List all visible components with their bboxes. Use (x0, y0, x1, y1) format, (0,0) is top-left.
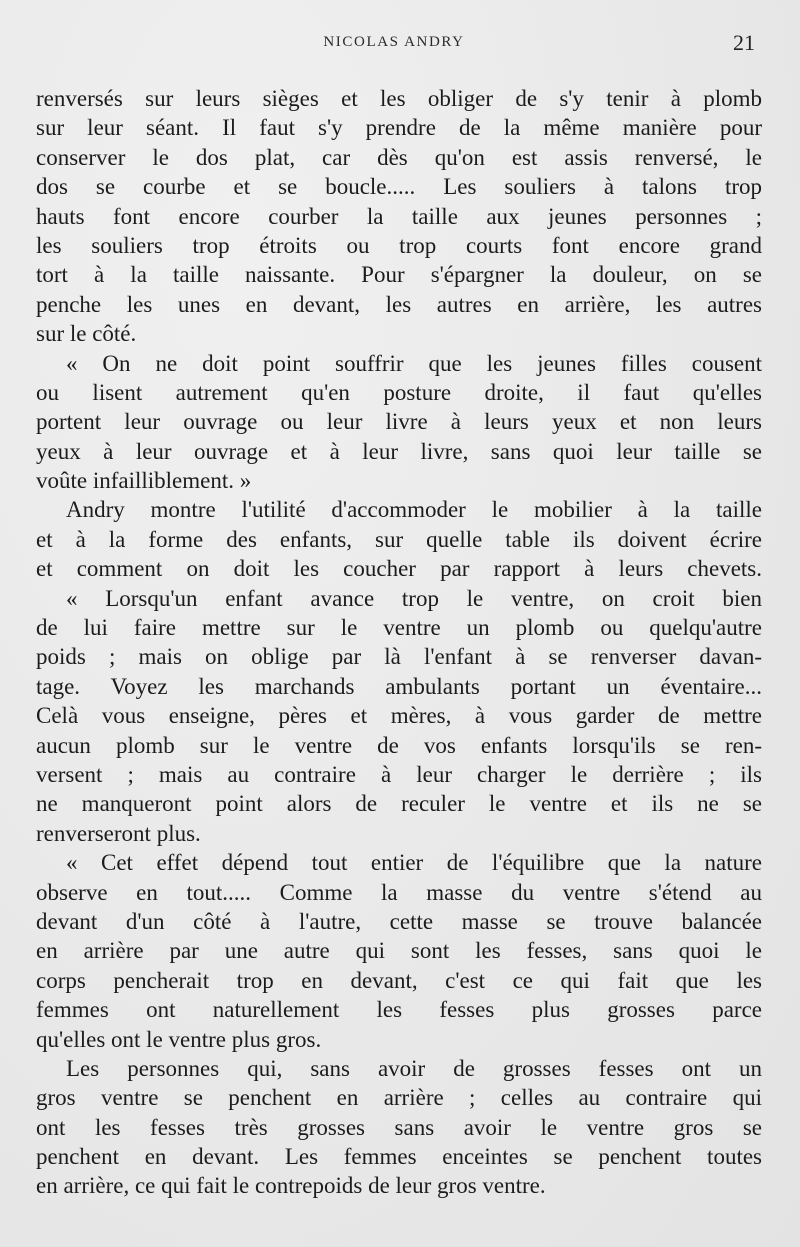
text-line: et à la forme des enfants, sur quelle table ils doivent écrire (36, 526, 762, 552)
text-line: yeux à leur ouvrage et à leur livre, sans quoi leur taille se (36, 438, 762, 464)
text-line: devant d'un côté à l'autre, cette masse se trouve balancée (36, 908, 762, 934)
text-line: « Cet effet dépend tout entier de l'équilibre que la nature (66, 850, 762, 876)
text-line: poids ; mais on oblige par là l'enfant à se renverser davan- (36, 644, 762, 670)
text-line: « Lorsqu'un enfant avance trop le ventre, on croit bien (66, 585, 762, 611)
text-line: observe en tout..... Comme la masse du ventre s'étend au (36, 879, 762, 905)
text-line: Celà vous enseigne, pères et mères, à vous garder de mettre (36, 703, 762, 729)
text-line: et comment on doit les coucher par rapport à leurs chevets. (36, 556, 762, 582)
text-line: « On ne doit point souffrir que les jeunes filles cousent (66, 350, 762, 376)
text-line: sur leur séant. Il faut s'y prendre de la même manière pour (36, 115, 762, 141)
text-line: versent ; mais au contraire à leur charger le derrière ; ils (36, 761, 762, 787)
text-line: de lui faire mettre sur le ventre un plomb ou quelqu'autre (36, 615, 762, 641)
text-line: sur le côté. (36, 321, 137, 347)
text-line: renversés sur leurs sièges et les obliger de s'y tenir à plomb (36, 86, 762, 111)
running-head (0, 30, 800, 56)
text-line: tage. Voyez les marchands ambulants portant un éventaire... (36, 673, 762, 699)
text-line: Andry montre l'utilité d'accommoder le mobilier à la taille (66, 497, 762, 523)
text-line: ne manqueront point alors de reculer le ventre et ils ne se (36, 791, 762, 817)
body-text (36, 84, 762, 1201)
text-line: qu'elles ont le ventre plus gros. (36, 1026, 322, 1052)
text-line: femmes ont naturellement les fesses plus grosses parce (36, 997, 762, 1023)
text-line: ou lisent autrement qu'en posture droite, il faut qu'elles (36, 379, 762, 405)
text-line: voûte infailliblement. » (36, 468, 252, 494)
text-line: penchent en devant. Les femmes enceintes se penchent toutes (36, 1144, 762, 1170)
text-line: ont les fesses très grosses sans avoir le ventre gros se (36, 1114, 762, 1140)
text-line: Les personnes qui, sans avoir de grosses fesses ont un (66, 1055, 762, 1081)
text-line: les souliers trop étroits ou trop courts font encore grand (36, 232, 762, 258)
text-line: en arrière, ce qui fait le contrepoids de leur gros ventre. (36, 1173, 546, 1199)
text-line: dos se courbe et se boucle..... Les souliers à talons trop (36, 174, 762, 200)
text-line: renverseront plus. (36, 820, 201, 846)
text-line: conserver le dos plat, car dès qu'on est assis renversé, le (36, 144, 762, 170)
text-line: tort à la taille naissante. Pour s'épargner la douleur, on se (36, 262, 762, 288)
text-line: aucun plomb sur le ventre de vos enfants lorsqu'ils se ren- (36, 732, 762, 758)
text-line: hauts font encore courber la taille aux jeunes personnes ; (36, 203, 762, 229)
text-line: penche les unes en devant, les autres en arrière, les autres (36, 291, 762, 317)
page-number: 21 (733, 30, 755, 55)
text-line: en arrière par une autre qui sont les fesses, sans quoi le (36, 938, 762, 964)
text-line: gros ventre se penchent en arrière ; celles au contraire qui (36, 1085, 762, 1111)
text-line: portent leur ouvrage ou leur livre à leurs yeux et non leurs (36, 409, 762, 435)
running-title: NICOLAS ANDRY (323, 34, 465, 50)
text-line: corps pencherait trop en devant, c'est ce qui fait que les (36, 967, 762, 993)
